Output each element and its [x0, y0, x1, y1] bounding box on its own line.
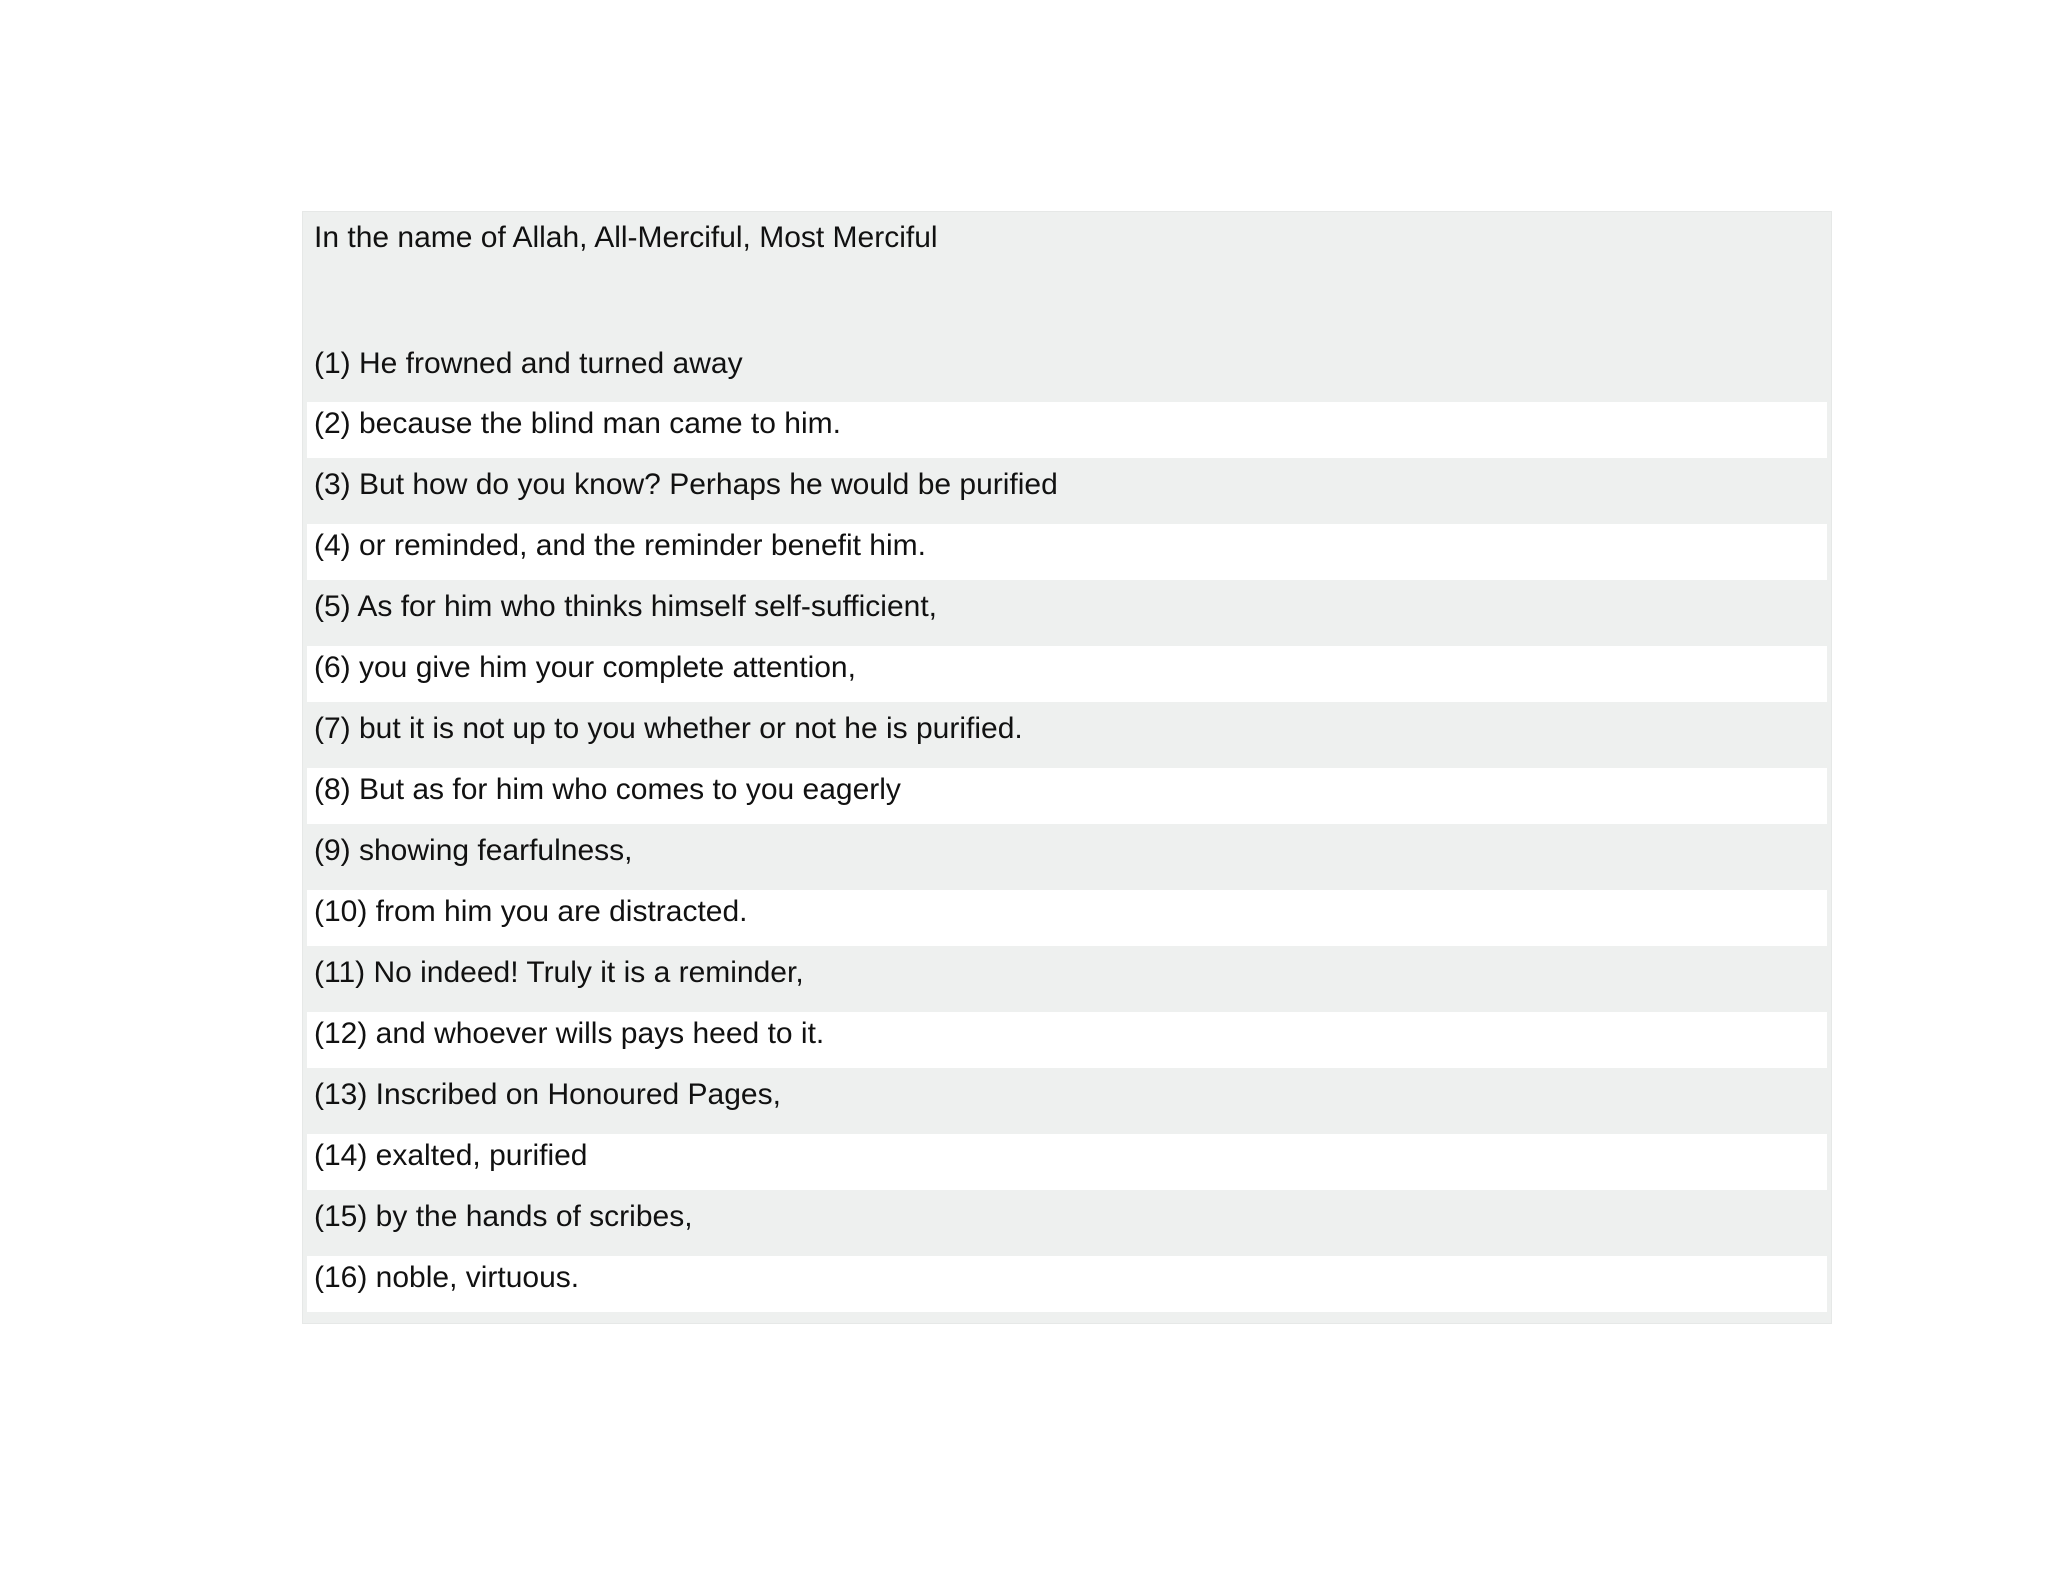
verse-text: (3) But how do you know? Perhaps he would be purified: [314, 468, 1058, 501]
verse-row: [307, 768, 1827, 824]
verse-text: (5) As for him who thinks himself self-sufficient,: [314, 590, 937, 623]
verse-row: [307, 890, 1827, 946]
verse-text: (12) and whoever wills pays heed to it.: [314, 1017, 825, 1050]
verse-text: (10) from him you are distracted.: [314, 895, 748, 928]
verse-row: [307, 463, 1827, 524]
verse-row: [307, 707, 1827, 768]
verse-row: [307, 1134, 1827, 1190]
verse-row: [307, 1195, 1827, 1256]
verse-row: [307, 951, 1827, 1012]
verse-row: [307, 402, 1827, 458]
verse-text: (13) Inscribed on Honoured Pages,: [314, 1078, 781, 1111]
verse-row: [307, 585, 1827, 646]
verse-row: [307, 829, 1827, 890]
verse-text: (14) exalted, purified: [314, 1139, 588, 1172]
verse-text: (15) by the hands of scribes,: [314, 1200, 693, 1233]
basmala-text: In the name of Allah, All-Merciful, Most Merciful: [314, 221, 938, 254]
verse-text: (7) but it is not up to you whether or not he is purified.: [314, 712, 1023, 745]
verse-text: (8) But as for him who comes to you eagerly: [314, 773, 901, 806]
verse-row: [307, 1256, 1827, 1312]
verse-text: (16) noble, virtuous.: [314, 1261, 580, 1294]
verse-text: (11) No indeed! Truly it is a reminder,: [314, 956, 804, 989]
verse-rows: [307, 402, 1827, 1312]
verse-row: [307, 1012, 1827, 1068]
header-row: [307, 212, 1827, 402]
verse-text: (6) you give him your complete attention,: [314, 651, 856, 684]
verse-row: [307, 1073, 1827, 1134]
verse-row: [307, 646, 1827, 702]
verse-row: [307, 524, 1827, 580]
verse-text: (4) or reminded, and the reminder benefit him.: [314, 529, 926, 562]
verse-table: [302, 211, 1832, 1324]
verse-text: (9) showing fearfulness,: [314, 834, 633, 867]
verse-text: (2) because the blind man came to him.: [314, 407, 841, 440]
verse-1-text: (1) He frowned and turned away: [314, 347, 743, 380]
